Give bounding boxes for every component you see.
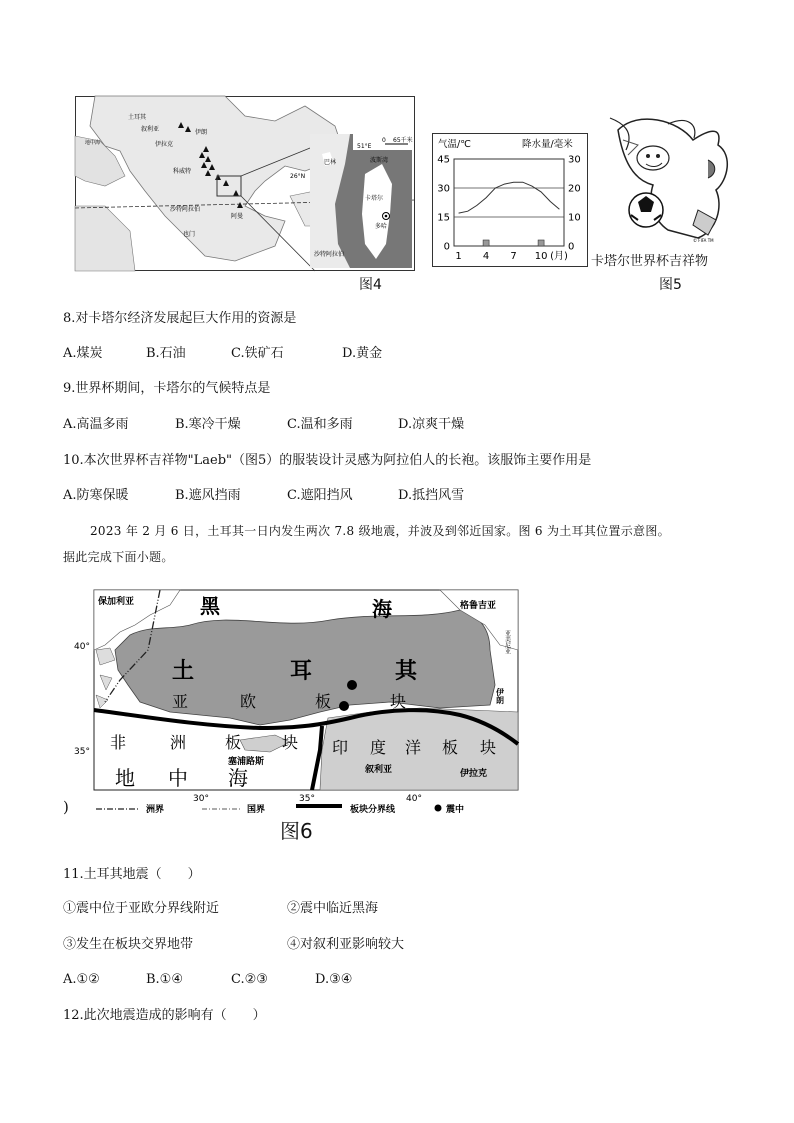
q8-option-a[interactable]: A.煤炭	[63, 346, 103, 361]
x-unit-label: (月)	[550, 251, 568, 262]
lat-35: 35°	[74, 747, 90, 757]
x-tick-label: 1	[455, 251, 462, 262]
q9-option-c[interactable]: C.温和多雨	[287, 417, 353, 432]
label-black-sea-2: 海	[372, 597, 392, 621]
precip-bar	[483, 240, 489, 246]
label-med-zhong: 中	[168, 766, 188, 790]
label-armenia: 亚美尼亚	[503, 630, 511, 654]
legend	[96, 803, 464, 815]
label-iraq: 伊拉克	[155, 141, 174, 148]
epicenter-1	[347, 680, 357, 690]
label-af-zhou: 洲	[170, 733, 187, 752]
passage-line-2: 据此完成下面小题。	[63, 550, 174, 564]
label-med-hai: 海	[228, 766, 248, 790]
label-turkey: 土耳其	[128, 114, 147, 121]
fig4-caption: 图4	[359, 277, 382, 293]
q10-option-b[interactable]: B.遮风挡雨	[175, 488, 241, 503]
left-tick-label: 15	[437, 212, 450, 224]
fig5-caption: 图5	[659, 277, 682, 293]
mascot-figure	[598, 110, 758, 270]
label-in-yang: 洋	[405, 738, 422, 757]
label-in-yin: 印	[332, 738, 349, 757]
left-tick-label: 0	[443, 241, 450, 253]
label-georgia: 格鲁吉亚	[460, 601, 497, 611]
label-saudi: 沙特阿拉伯	[170, 206, 201, 213]
q11-option-c[interactable]: C.②③	[231, 972, 268, 987]
q11-option-a[interactable]: A.①②	[63, 972, 100, 987]
q8-stem: 8.对卡塔尔经济发展起巨大作用的资源是	[63, 311, 297, 326]
temp-axis-label: 气温/℃	[438, 139, 471, 150]
label-af-kuai: 块	[282, 733, 299, 752]
left-tick-label: 45	[437, 154, 450, 166]
mascot-caption: 卡塔尔世界杯吉祥物	[591, 254, 709, 269]
legend-epicenter: 震中	[446, 805, 465, 815]
right-tick-label: 10	[568, 212, 581, 224]
label-eur-ya: 亚	[172, 692, 189, 711]
legend-plate: 板块分界线	[350, 805, 396, 815]
label-turkey-tu: 土	[172, 659, 195, 684]
q8-option-c[interactable]: C.铁矿石	[231, 346, 284, 361]
q9-option-a[interactable]: A.高温多雨	[63, 417, 129, 432]
stray-parenthesis: )	[63, 798, 69, 816]
label-saudi-inset: 沙特阿拉伯	[314, 251, 345, 258]
label-turkey-er: 耳	[290, 659, 313, 684]
lat-label: 26°N	[290, 173, 306, 180]
precip-axis-label: 降水量/毫米	[522, 139, 573, 150]
label-bahrain: 巴林	[324, 159, 337, 166]
label-med-di: 地	[115, 766, 135, 790]
label-kuwait: 科威特	[173, 168, 192, 175]
label-qatar: 卡塔尔	[365, 195, 384, 202]
left-tick-label: 30	[437, 183, 450, 195]
mascot-illustration	[598, 110, 758, 270]
label-syria: 叙利亚	[141, 126, 160, 133]
fig6-caption: 图6	[280, 819, 313, 843]
label-eur-ban: 板	[315, 692, 332, 711]
fifa-mark: © FIFA TM	[693, 238, 714, 243]
q11-statement-3: ③发生在板块交界地带	[63, 937, 194, 952]
lon-30: 30°	[193, 794, 209, 804]
label-doha: 多哈	[375, 223, 388, 230]
q8-option-d[interactable]: D.黄金	[342, 346, 383, 361]
scale-zero: 0	[382, 137, 386, 144]
scale-label: 65千米	[393, 137, 413, 144]
climate-chart	[432, 133, 588, 267]
label-yemen: 也门	[183, 231, 196, 238]
legend-national: 国界	[247, 805, 266, 815]
label-iran: 伊朗	[495, 688, 505, 704]
q10-stem: 10.本次世界杯吉祥物"Laeb"（图5）的服装设计灵感为阿拉伯人的长袍。该服饰主要作用是	[63, 453, 592, 468]
label-in-ban: 板	[442, 738, 459, 757]
q11-statement-1: ①震中位于亚欧分界线附近	[63, 901, 220, 916]
lon-label: 51°E	[357, 143, 372, 150]
precip-bar	[538, 240, 544, 246]
label-eur-kuai: 块	[390, 692, 407, 711]
label-af-ban: 板	[225, 733, 242, 752]
qatar-inset-map	[290, 134, 413, 268]
label-eur-ou: 欧	[240, 692, 257, 711]
label-in-kuai: 块	[480, 738, 497, 757]
label-iraq: 伊拉克	[460, 769, 488, 779]
label-black-sea-1: 黑	[200, 594, 220, 618]
q9-option-b[interactable]: B.寒冷干燥	[175, 417, 241, 432]
label-gulf: 波斯湾	[370, 157, 389, 164]
right-tick-label: 30	[568, 154, 581, 166]
q11-option-d[interactable]: D.③④	[315, 972, 353, 987]
label-af-fei: 非	[110, 733, 127, 752]
label-cyprus: 塞浦路斯	[228, 757, 265, 767]
label-in-du: 度	[370, 738, 387, 757]
label-iran: 伊朗	[195, 129, 208, 136]
q12-stem: 12.此次地震造成的影响有（ ）	[63, 1008, 266, 1023]
x-tick-label: 7	[510, 251, 517, 262]
label-syria: 叙利亚	[365, 765, 393, 775]
q8-option-b[interactable]: B.石油	[146, 346, 186, 361]
label-mediterranean: 地中海	[85, 140, 101, 146]
q9-option-d[interactable]: D.凉爽干燥	[398, 417, 465, 432]
q11-statement-4: ④对叙利亚影响较大	[287, 937, 405, 952]
q11-option-b[interactable]: B.①④	[146, 972, 183, 987]
label-turkey-qi: 其	[395, 659, 418, 684]
label-oman: 阿曼	[231, 213, 244, 220]
lon-40: 40°	[406, 794, 422, 804]
q10-option-a[interactable]: A.防寒保暖	[63, 488, 129, 503]
q11-statement-2: ②震中临近黑海	[287, 901, 379, 916]
right-tick-label: 0	[568, 241, 575, 253]
legend-continent: 洲界	[146, 805, 165, 815]
x-tick-label: 4	[482, 251, 490, 262]
passage-line-1: 2023 年 2 月 6 日，土耳其一日内发生两次 7.8 级地震，并波及到邻近国家。图 6 为土耳其位置示意图。	[90, 524, 670, 538]
turkey-map	[60, 590, 530, 820]
q10-option-c[interactable]: C.遮阳挡风	[287, 488, 353, 503]
epicenter-2	[339, 701, 349, 711]
q10-option-d[interactable]: D.抵挡风雪	[398, 488, 465, 503]
q11-stem: 11.土耳其地震（ ）	[63, 867, 201, 882]
right-tick-label: 20	[568, 183, 581, 195]
lat-40: 40°	[74, 642, 90, 652]
q9-stem: 9.世界杯期间，卡塔尔的气候特点是	[63, 381, 271, 396]
label-bulgaria: 保加利亚	[98, 597, 135, 607]
lon-35: 35°	[299, 794, 315, 804]
climate-chart-svg	[432, 133, 588, 267]
x-tick-label: 10	[534, 251, 548, 262]
figure-6	[60, 590, 530, 820]
